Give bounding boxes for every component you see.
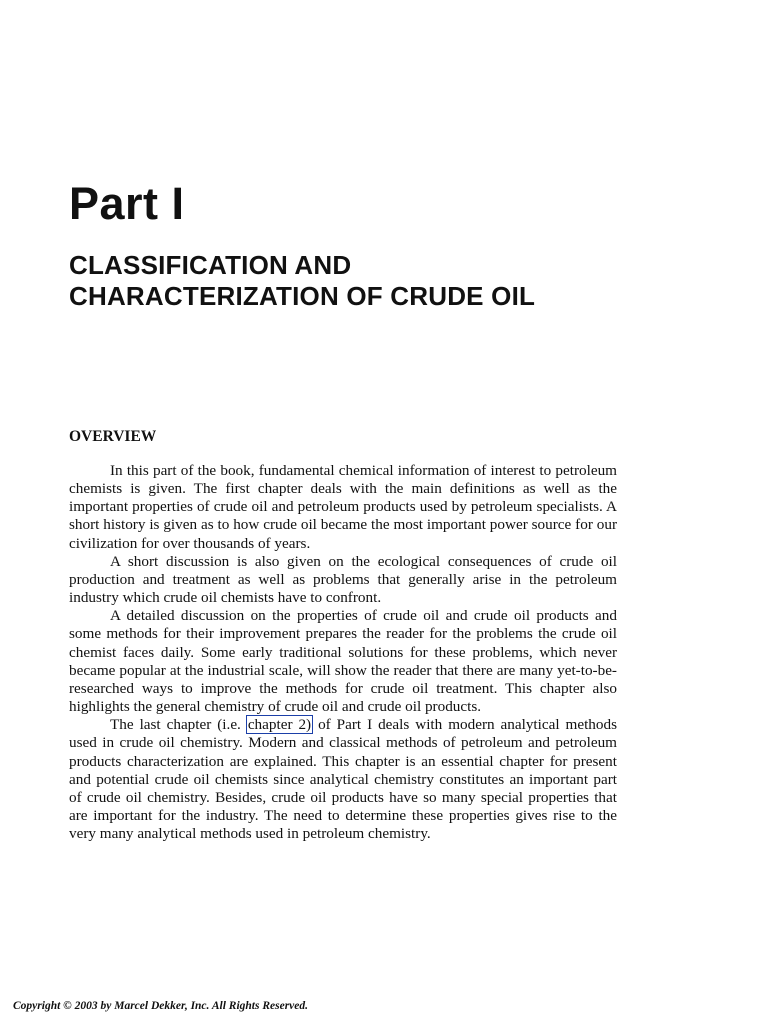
part-subtitle-line-2: CHARACTERIZATION OF CRUDE OIL <box>69 281 536 311</box>
overview-heading: OVERVIEW <box>69 428 157 445</box>
overview-paragraph-4 <box>69 716 617 843</box>
part-subtitle-line-1: CLASSIFICATION AND <box>69 250 352 280</box>
paragraph-4-body-text: of Part I deals with modern analytical methods used in crude oil chemistry. Modern and classical methods of petroleum and petroleum products characterization are explained. This chapter is an essential chapter for present and potential crude oil chemists since analytical chemistry constitutes an important part of crude oil chemistry. Besides, crude oil products have so many special properties that are important for the industry. The need to determine these properties gives rise to the very many analytical methods used in petroleum chemistry. <box>69 716 617 843</box>
overview-body <box>69 462 617 843</box>
part-title: Part I <box>69 178 185 229</box>
copyright-footer: Copyright © 2003 by Marcel Dekker, Inc. All Rights Reserved. <box>13 1000 309 1012</box>
overview-paragraph-1: In this part of the book, fundamental chemical information of interest to petroleum chemists is given. The first chapter deals with the main definitions as well as the important properties of crude oil and petroleum products used by petroleum specialists. A short history is given as to how crude oil became the most important power source for our civilization for over thousands of years. <box>69 462 617 552</box>
overview-paragraph-3: A detailed discussion on the properties of crude oil and crude oil products and some methods for their improvement prepares the reader for the problems the crude oil chemist faces daily. Some early traditional solutions for these problems, which never became popular at the industrial scale, will show the reader that there are many yet-to-be-researched ways to improve the methods for crude oil treatment. This chapter also highlights the general chemistry of crude oil and crude oil products. <box>69 607 617 716</box>
overview-paragraph-2: A short discussion is also given on the ecological consequences of crude oil production and treatment as well as problems that generally arise in the petroleum industry which crude oil chemists have to confront. <box>69 552 617 607</box>
chapter-2-link[interactable]: chapter 2) <box>247 716 312 734</box>
paragraph-4-lead-text: The last chapter (i.e. <box>110 716 241 734</box>
part-subtitle <box>69 250 535 312</box>
